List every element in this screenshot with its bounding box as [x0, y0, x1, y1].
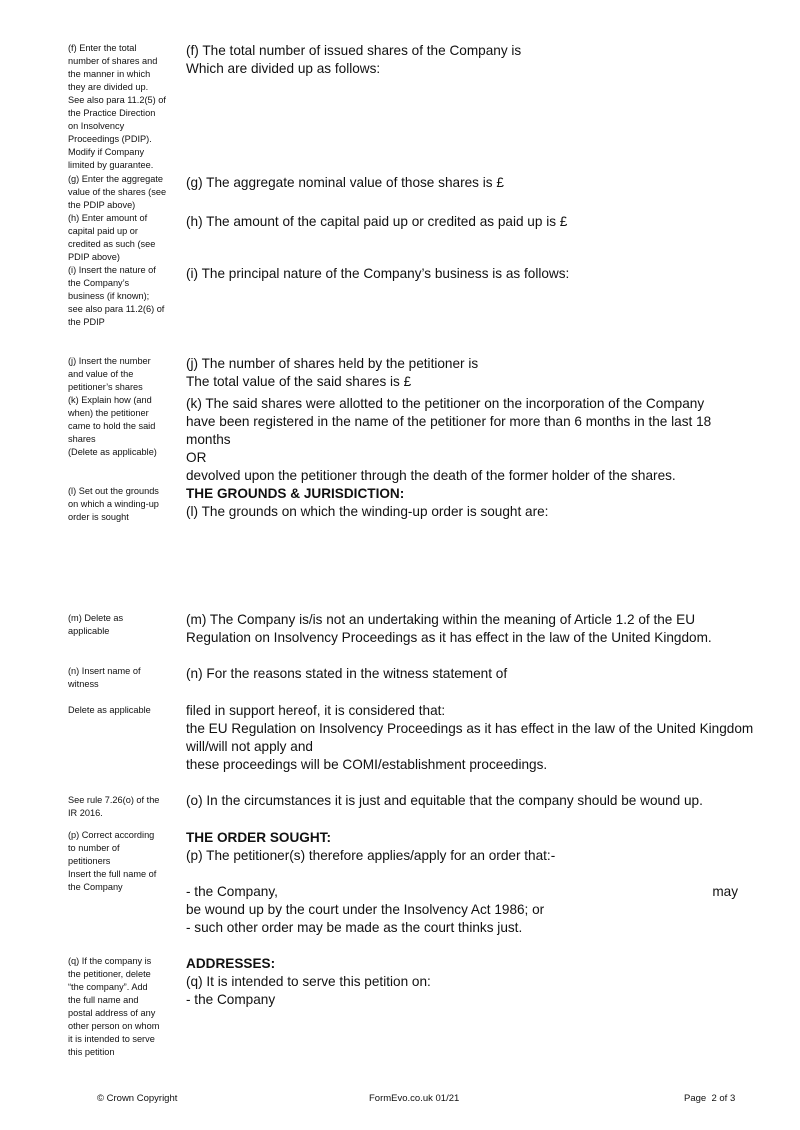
- note-line: came to hold the said: [68, 421, 156, 431]
- note-delete: [68, 704, 172, 717]
- note-h: [68, 212, 172, 264]
- body-line: be wound up by the court under the Insolvency Act 1986; or: [186, 902, 545, 917]
- note-line: on which a winding-up: [68, 499, 159, 509]
- note-line: shares: [68, 434, 96, 444]
- section-m: [186, 611, 766, 647]
- note-l: [68, 485, 172, 524]
- order-heading: THE ORDER SOUGHT:: [186, 830, 332, 845]
- note-line: See also para 11.2(5) of: [68, 95, 166, 105]
- footer-copyright: © Crown Copyright: [97, 1093, 178, 1104]
- note-line: the PDIP above): [68, 200, 136, 210]
- section-g: [186, 174, 766, 192]
- body-line: (o) In the circumstances it is just and equitable that the company should be wound up.: [186, 793, 703, 808]
- note-line: the manner in which: [68, 69, 151, 79]
- note-line: and value of the: [68, 369, 134, 379]
- note-line: IR 2016.: [68, 808, 103, 818]
- note-line: this petition: [68, 1047, 115, 1057]
- section-n-continued: [186, 702, 766, 774]
- note-line: (Delete as applicable): [68, 447, 157, 457]
- section-p-order: [186, 883, 766, 937]
- note-line: (h) Enter amount of: [68, 213, 148, 223]
- section-p: [186, 829, 766, 865]
- body-line: - the Company: [186, 992, 276, 1007]
- body-line: (p) The petitioner(s) therefore applies/apply for an order that:-: [186, 848, 556, 863]
- note-line: Proceedings (PDIP).: [68, 134, 152, 144]
- note-m: [68, 612, 172, 638]
- note-o: [68, 794, 172, 820]
- company-line: [186, 883, 766, 901]
- body-line: (h) The amount of the capital paid up or credited as paid up is £: [186, 214, 568, 229]
- note-line: see also para 11.2(6) of: [68, 304, 165, 314]
- body-line: have been registered in the name of the petitioner for more than 6 months in the last 18: [186, 414, 712, 429]
- body-line: The total value of the said shares is £: [186, 374, 412, 389]
- section-o: [186, 792, 766, 810]
- note-line: credited as such (see: [68, 239, 156, 249]
- note-line: Insert the full name of: [68, 869, 157, 879]
- body-line: (f) The total number of issued shares of the Company is: [186, 43, 522, 58]
- note-line: when) the petitioner: [68, 408, 149, 418]
- note-line: the petitioner, delete: [68, 969, 151, 979]
- body-line: Which are divided up as follows:: [186, 61, 381, 76]
- body-line: (l) The grounds on which the winding-up order is sought are:: [186, 504, 549, 519]
- note-line: (g) Enter the aggregate: [68, 174, 163, 184]
- body-line: - the Company,: [186, 884, 278, 899]
- note-line: (n) Insert name of: [68, 666, 141, 676]
- section-h: [186, 213, 766, 231]
- section-f: [186, 42, 766, 78]
- note-line: postal address of any: [68, 1008, 156, 1018]
- section-q: [186, 955, 766, 1009]
- may-text: may: [712, 884, 738, 899]
- note-line: they are divided up.: [68, 82, 149, 92]
- note-line: limited by guarantee.: [68, 160, 154, 170]
- section-jk: [186, 355, 766, 521]
- note-line: the Company’s: [68, 278, 130, 288]
- note-line: the full name and: [68, 995, 139, 1005]
- body-line: (n) For the reasons stated in the witness statement of: [186, 666, 508, 681]
- note-line: “the company”. Add: [68, 982, 148, 992]
- note-line: it is intended to serve: [68, 1034, 155, 1044]
- body-line: devolved upon the petitioner through the death of the former holder of the shares.: [186, 468, 676, 483]
- note-line: the PDIP: [68, 317, 105, 327]
- footer-form-ref: FormEvo.co.uk 01/21: [369, 1093, 460, 1104]
- body-line: Regulation on Insolvency Proceedings as it has effect in the law of the United Kingdom.: [186, 630, 712, 645]
- note-line: value of the shares (see: [68, 187, 167, 197]
- note-line: petitioner’s shares: [68, 382, 143, 392]
- note-line: (i) Insert the nature of: [68, 265, 156, 275]
- note-p: [68, 829, 172, 894]
- body-line: (i) The principal nature of the Company’s business is as follows:: [186, 266, 570, 281]
- note-line: Modify if Company: [68, 147, 145, 157]
- footer-page-number: Page 2 of 3: [684, 1093, 736, 1104]
- grounds-heading: THE GROUNDS & JURISDICTION:: [186, 486, 405, 501]
- note-f: [68, 42, 172, 172]
- note-line: on Insolvency: [68, 121, 125, 131]
- body-line: (g) The aggregate nominal value of those shares is £: [186, 175, 504, 190]
- note-line: applicable: [68, 626, 110, 636]
- note-line: witness: [68, 679, 99, 689]
- note-q: [68, 955, 172, 1059]
- body-line: - such other order may be made as the court thinks just.: [186, 920, 523, 935]
- note-line: the Company: [68, 882, 123, 892]
- note-line: number of shares and: [68, 56, 158, 66]
- note-line: petitioners: [68, 856, 111, 866]
- note-line: capital paid up or: [68, 226, 138, 236]
- note-line: (l) Set out the grounds: [68, 486, 159, 496]
- note-n: [68, 665, 172, 691]
- addresses-heading: ADDRESSES:: [186, 956, 276, 971]
- note-line: (p) Correct according: [68, 830, 155, 840]
- note-jk: [68, 355, 172, 459]
- section-n: [186, 665, 766, 683]
- body-line: (j) The number of shares held by the petitioner is: [186, 356, 479, 371]
- note-line: (j) Insert the number: [68, 356, 151, 366]
- note-line: (f) Enter the total: [68, 43, 137, 53]
- note-line: (k) Explain how (and: [68, 395, 152, 405]
- body-line: the EU Regulation on Insolvency Proceedings as it has effect in the law of the United Kingdom: [186, 721, 754, 736]
- note-i: [68, 264, 172, 329]
- note-line: Delete as applicable: [68, 705, 151, 715]
- body-line: (q) It is intended to serve this petition on:: [186, 974, 431, 989]
- note-line: order is sought: [68, 512, 129, 522]
- note-line: PDIP above): [68, 252, 120, 262]
- body-line: will/will not apply and: [186, 739, 313, 754]
- body-line: OR: [186, 450, 207, 465]
- note-line: business (if known);: [68, 291, 150, 301]
- note-line: other person on whom: [68, 1021, 160, 1031]
- note-line: the Practice Direction: [68, 108, 156, 118]
- note-line: See rule 7.26(o) of the: [68, 795, 160, 805]
- note-line: (m) Delete as: [68, 613, 124, 623]
- note-line: (q) If the company is: [68, 956, 152, 966]
- section-i: [186, 265, 766, 283]
- body-line: (k) The said shares were allotted to the petitioner on the incorporation of the Company: [186, 396, 705, 411]
- body-line: months: [186, 432, 231, 447]
- body-line: (m) The Company is/is not an undertaking within the meaning of Article 1.2 of the EU: [186, 612, 696, 627]
- note-line: to number of: [68, 843, 120, 853]
- note-g: [68, 173, 172, 212]
- body-line: filed in support hereof, it is considered that:: [186, 703, 446, 718]
- body-line: these proceedings will be COMI/establishment proceedings.: [186, 757, 548, 772]
